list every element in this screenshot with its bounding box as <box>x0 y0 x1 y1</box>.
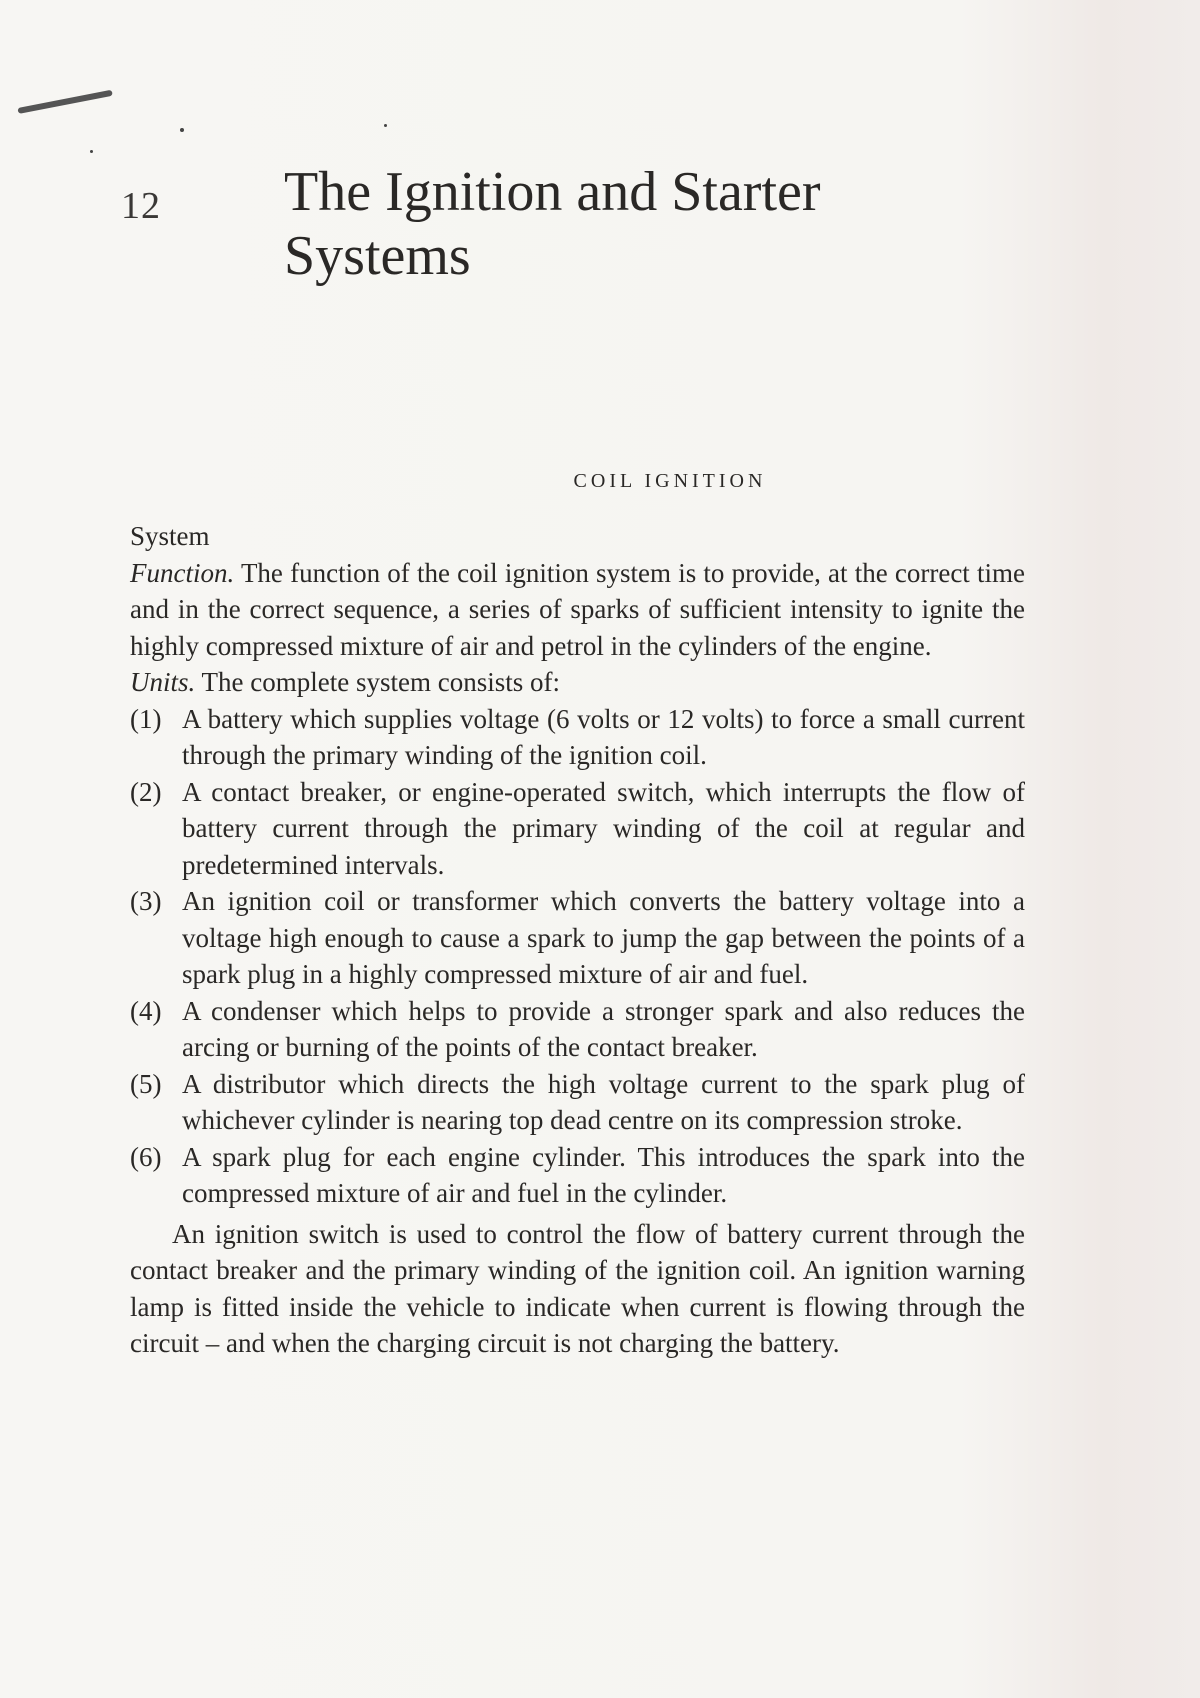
list-item <box>130 993 1025 1066</box>
list-item-text: A distributor which directs the high voltage current to the spark plug of whichever cylinder is nearing top dead centre on its compression stroke. <box>182 1068 1025 1135</box>
list-item <box>130 1139 1025 1212</box>
pen-mark <box>17 90 112 114</box>
list-item-number: (3) <box>130 886 162 916</box>
chapter-title: The Ignition and Starter Systems <box>284 161 821 287</box>
function-text: The function of the coil ignition system is to provide, at the correct time and in the correct sequence, a series of sparks of sufficient intensity to ignite the highly compressed mixture of air and petrol in the cylinders of the engine. <box>130 557 1025 661</box>
list-item <box>130 883 1025 993</box>
body-text <box>130 518 1025 1362</box>
function-lead: Function. <box>130 557 235 588</box>
units-paragraph <box>130 664 1025 701</box>
list-item-text: A condenser which helps to provide a stronger spark and also reduces the arcing or burning of the points of the contact breaker. <box>182 995 1025 1062</box>
list-item-number: (5) <box>130 1068 162 1099</box>
list-item-number: (6) <box>130 1141 162 1172</box>
list-item-number: (4) <box>130 995 162 1026</box>
list-item-text: A spark plug for each engine cylinder. This introduces the spark into the compressed mixture of air and fuel in the cylinder. <box>182 1141 1025 1208</box>
function-paragraph <box>130 555 1025 665</box>
closing-paragraph: An ignition switch is used to control the flow of battery current through the contact breaker and the primary winding of the ignition coil. An ignition warning lamp is fitted inside the vehicle to indicate when current is flowing through the circuit – and when the charging circuit is not charging the battery. <box>130 1218 1025 1358</box>
units-lead: Units. <box>130 667 196 697</box>
speck <box>90 150 93 153</box>
chapter-number: 12 <box>121 185 161 227</box>
list-item <box>130 701 1025 774</box>
subheading: System <box>130 521 210 551</box>
units-text: The complete system consists of: <box>195 667 560 697</box>
speck <box>180 128 184 132</box>
units-list <box>130 701 1025 1212</box>
speck <box>384 124 387 127</box>
list-item-text: A battery which supplies voltage (6 volts or 12 volts) to force a small current through the primary winding of the ignition coil. <box>182 703 1025 770</box>
section-heading: COIL IGNITION <box>573 470 767 492</box>
list-item <box>130 1066 1025 1139</box>
list-item-number: (2) <box>130 776 162 807</box>
section-heading-wrap <box>0 470 1200 493</box>
list-item-number: (1) <box>130 703 162 734</box>
list-item-text: An ignition coil or transformer which converts the battery voltage into a voltage high enough to cause a spark to jump the gap between the points of a spark plug in a highly compressed mixture of air and fuel. <box>182 886 1025 989</box>
list-item-text: A contact breaker, or engine-operated switch, which interrupts the flow of battery current through the primary winding of the coil at regular and predetermined intervals. <box>182 776 1025 880</box>
list-item <box>130 774 1025 884</box>
